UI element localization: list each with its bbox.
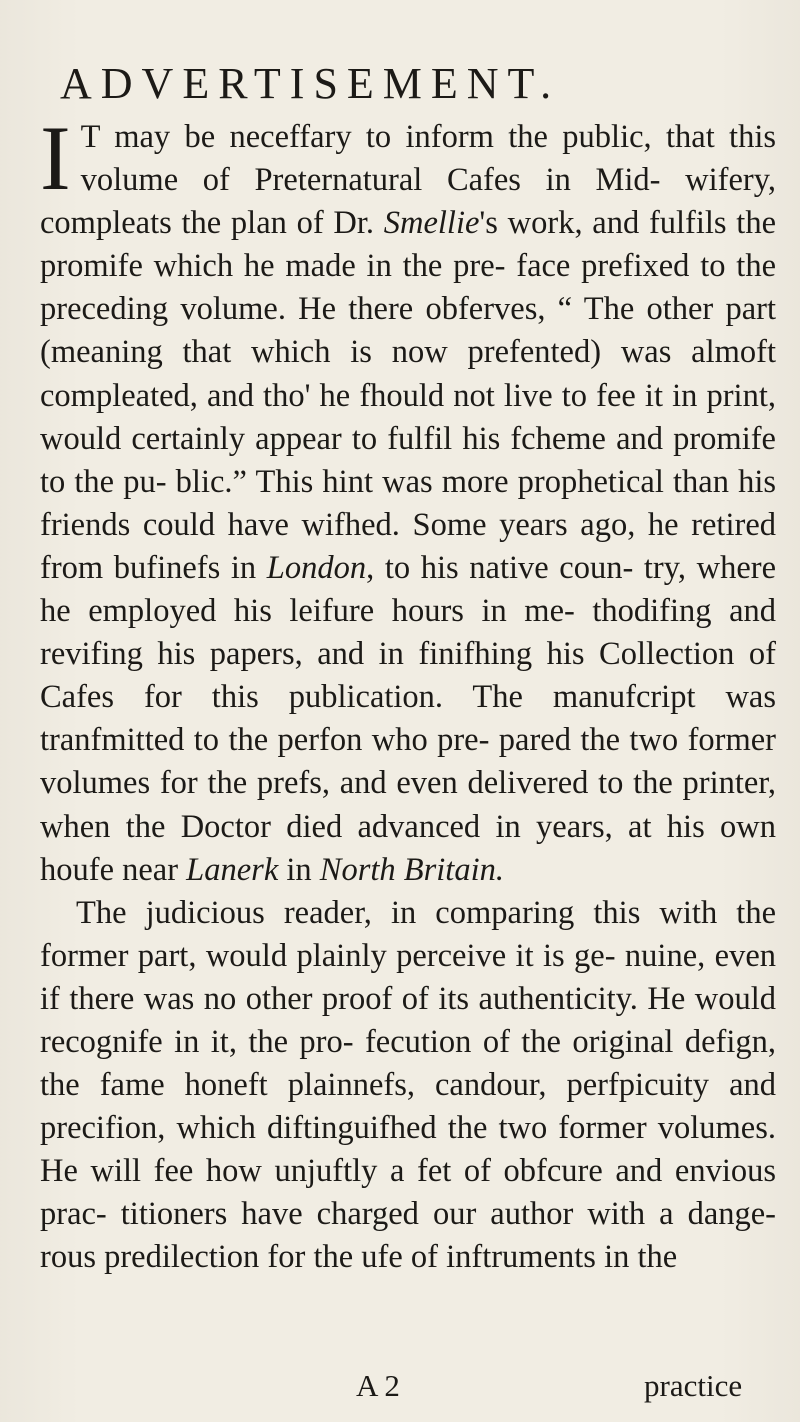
catchword: practice [644, 1368, 743, 1403]
body-text [40, 107, 777, 1280]
paragraph-1 [40, 107, 777, 892]
place-lanerk: Lanerk [186, 851, 279, 888]
paragraph-1-text: T may be neceffary to inform the public, that this volume of Preternatural Cafes in Mid- wifery, compleats the plan of Dr. [40, 119, 776, 242]
place-london: London [266, 549, 367, 586]
page-footer [0, 1364, 800, 1408]
signature-mark: A 2 [356, 1368, 400, 1403]
page-heading: ADVERTISEMENT. [60, 59, 561, 108]
paragraph-1-text: in [278, 851, 320, 888]
drop-cap: I [40, 107, 71, 209]
author-name: Smellie [383, 205, 480, 242]
place-north-britain: North Britain. [319, 851, 504, 888]
paragraph-1-text: 's work, and fulfils the promife which he made in the pre- face prefixed to the preceding volume. He there obferves, “ The other part (meaning that which is now prefented) was almoft compleated, and tho' he fhould not live to fee it in print, would certainly appear to fulfil his fcheme and promife to the pu- blic.” This hint was more prophetical than his friends could have wifhed. Some years ago, he retired from bufinefs in [40, 205, 777, 586]
paragraph-1-text: , to his native coun- try, where he employed his leifure hours in me- thodifing and revifing his papers, and in finifhing his Collection of Cafes for this publication. The manufcript was tranfmitted to the perfon who pre- pared the two former volumes for the prefs, and even delivered to the printer, when the Doctor died advanced in years, at his own houfe near [40, 549, 777, 888]
paragraph-2: The judicious reader, in comparing this with the former part, would plainly perceive it is ge- nuine, even if there was no other proof of its authenticity. He would recognife in it, the pro- fecution of the original defign, the fame honeft plainnefs, candour, perfpicuity and precifion, which diftinguifhed the two former volumes. He will fee how unjuftly a fet of obfcure and envious prac- titioners have charged our author with a dange- rous predilection for the ufe of inftruments in the [40, 894, 776, 1276]
